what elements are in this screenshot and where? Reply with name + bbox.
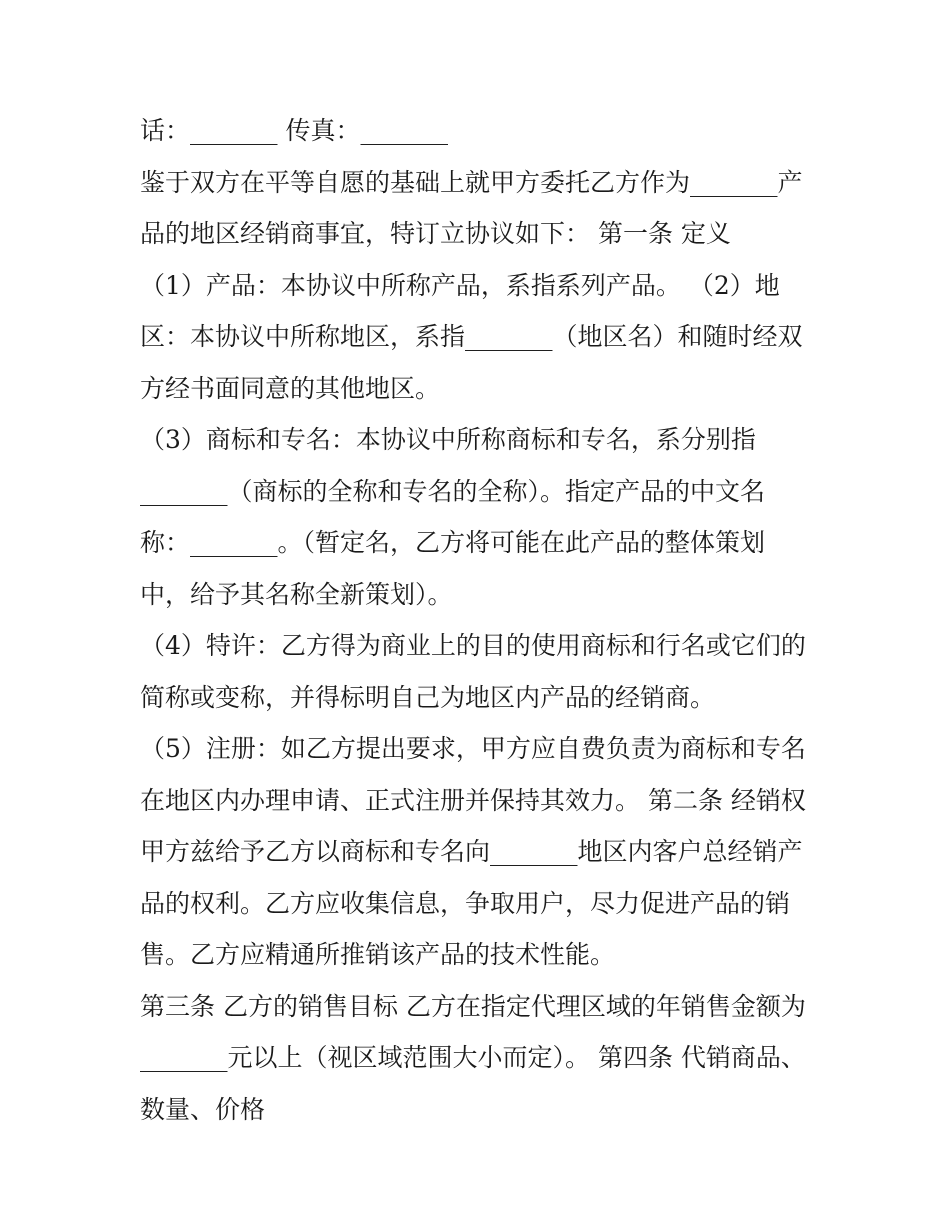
text-line-15: 甲方兹给予乙方以商标和专名向_______地区内客户总经销产 (140, 837, 803, 866)
text-line-7: （3）商标和专名：本协议中所称商标和专名，系分别指 (140, 425, 756, 454)
text-line-3: 品的地区经销商事宜，特订立协议如下： 第一条 定义 (140, 219, 731, 248)
text-line-2: 鉴于双方在平等自愿的基础上就甲方委托乙方作为_______产 (140, 167, 803, 197)
text-line-4: （1）产品：本协议中所称产品，系指系列产品。 （2）地 (140, 270, 780, 300)
text-line-6: 方经书面同意的其他地区。 (140, 373, 441, 403)
text-line-9: 称：_______。（暂定名，乙方将可能在此产品的整体策划 (140, 528, 766, 557)
text-line-10: 中，给予其名称全新策划）。 (140, 579, 453, 609)
text-line-8: _______（商标的全称和专名的全称）。指定产品的中文名 (140, 476, 766, 506)
text-line-11: （4）特许：乙方得为商业上的目的使用商标和行名或它们的 (140, 631, 806, 660)
text-line-13: （5）注册：如乙方提出要求，甲方应自费负责为商标和专名 (140, 734, 806, 763)
text-line-14: 在地区内办理申请、正式注册并保持其效力。 第二条 经销权 (140, 785, 806, 815)
text-line-1: 话：_______ 传真：_______ (140, 116, 448, 145)
text-line-19: _______元以上（视区域范围大小而定）。 第四条 代销商品、 (140, 1043, 806, 1072)
text-line-16: 品的权利。乙方应收集信息，争取用户，尽力促进产品的销 (140, 888, 791, 918)
text-line-5: 区：本协议中所称地区，系指_______（地区名）和随时经双 (140, 322, 803, 351)
text-line-20: 数量、价格 (140, 1094, 266, 1124)
contract-body (140, 105, 820, 1135)
text-line-18: 第三条 乙方的销售目标 乙方在指定代理区域的年销售金额为 (140, 991, 806, 1021)
text-line-12: 简称或变称，并得标明自己为地区内产品的经销商。 (140, 682, 716, 712)
text-line-17: 售。乙方应精通所推销该产品的技术性能。 (140, 940, 616, 969)
